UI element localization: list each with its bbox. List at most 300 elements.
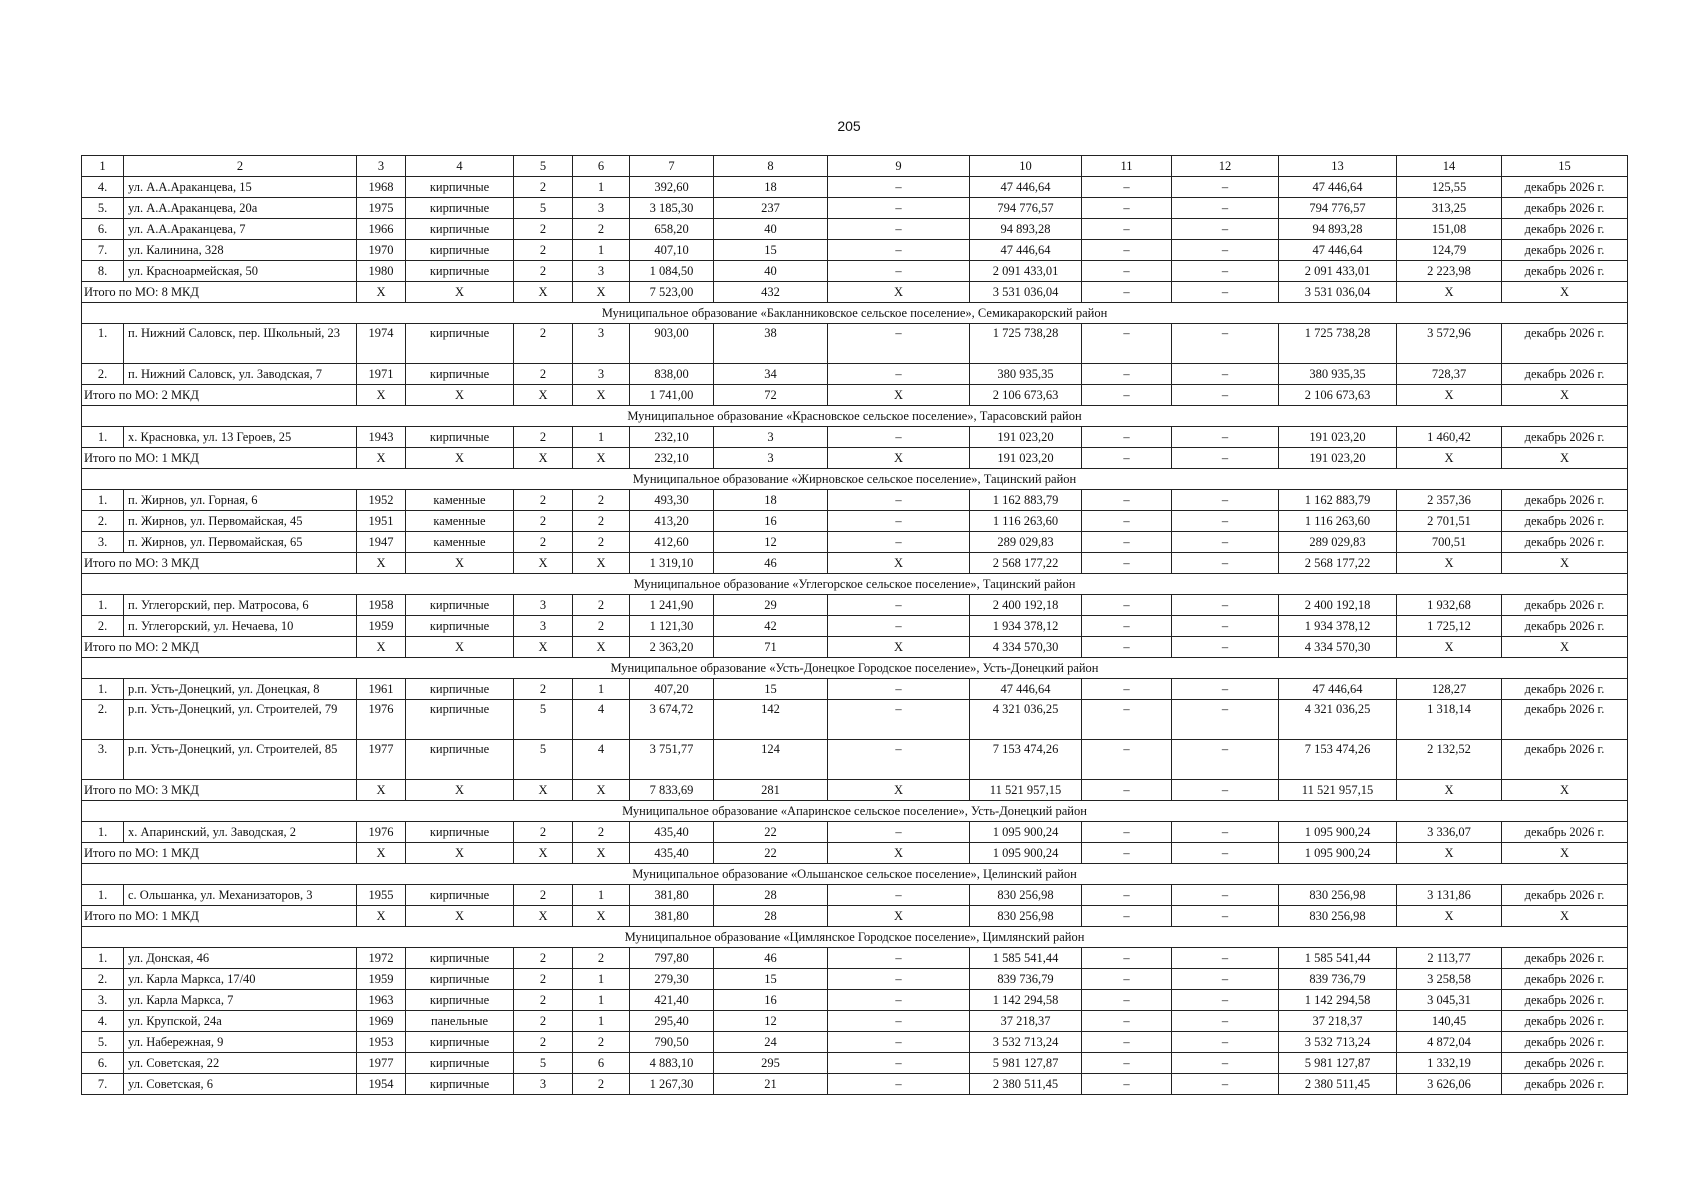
completion-date: декабрь 2026 г. bbox=[1502, 885, 1628, 906]
cost-fund: 7 153 474,26 bbox=[1279, 740, 1397, 780]
floors: 3 bbox=[514, 595, 573, 616]
address: ул. Калинина, 328 bbox=[124, 240, 357, 261]
total-cost-per-sqm: X bbox=[1397, 637, 1502, 658]
build-year: 1961 bbox=[357, 679, 406, 700]
cost-per-sqm: 313,25 bbox=[1397, 198, 1502, 219]
completion-date: декабрь 2026 г. bbox=[1502, 700, 1628, 740]
build-year: 1974 bbox=[357, 324, 406, 364]
total-area: 407,20 bbox=[630, 679, 714, 700]
cost-per-sqm: 140,45 bbox=[1397, 1011, 1502, 1032]
row-index: 1. bbox=[82, 948, 124, 969]
col-9-value: – bbox=[828, 885, 970, 906]
total-col-9-value: X bbox=[828, 637, 970, 658]
cost-fund: 4 321 036,25 bbox=[1279, 700, 1397, 740]
residents: 34 bbox=[714, 364, 828, 385]
completion-date: декабрь 2026 г. bbox=[1502, 198, 1628, 219]
total-col-12-value: – bbox=[1172, 448, 1279, 469]
col-9-value: – bbox=[828, 1053, 970, 1074]
total-entrances: X bbox=[573, 780, 630, 801]
cost-per-sqm: 124,79 bbox=[1397, 240, 1502, 261]
total-area: 413,20 bbox=[630, 511, 714, 532]
page-number: 205 bbox=[837, 118, 861, 134]
address: ул. Советская, 6 bbox=[124, 1074, 357, 1095]
col-11-value: – bbox=[1082, 990, 1172, 1011]
col-11-value: – bbox=[1082, 740, 1172, 780]
total-total-area: 435,40 bbox=[630, 843, 714, 864]
total-floors: X bbox=[514, 385, 573, 406]
table-row bbox=[82, 616, 1628, 637]
wall-material: кирпичные bbox=[406, 1053, 514, 1074]
build-year: 1971 bbox=[357, 364, 406, 385]
total-area: 1 267,30 bbox=[630, 1074, 714, 1095]
address: п. Нижний Саловск, ул. Заводская, 7 bbox=[124, 364, 357, 385]
total-area: 232,10 bbox=[630, 427, 714, 448]
total-cost-total: 1 095 900,24 bbox=[970, 843, 1082, 864]
total-cost-total: 830 256,98 bbox=[970, 906, 1082, 927]
total-cost-total: 191 023,20 bbox=[970, 448, 1082, 469]
total-build-year: X bbox=[357, 780, 406, 801]
build-year: 1952 bbox=[357, 490, 406, 511]
wall-material: кирпичные bbox=[406, 948, 514, 969]
col-11-value: – bbox=[1082, 969, 1172, 990]
residents: 15 bbox=[714, 240, 828, 261]
total-total-area: 1 319,10 bbox=[630, 553, 714, 574]
total-area: 658,20 bbox=[630, 219, 714, 240]
section-row bbox=[82, 801, 1628, 822]
wall-material: кирпичные bbox=[406, 219, 514, 240]
residents: 295 bbox=[714, 1053, 828, 1074]
column-number: 15 bbox=[1502, 156, 1628, 177]
column-number: 3 bbox=[357, 156, 406, 177]
total-cost-total: 2 568 177,22 bbox=[970, 553, 1082, 574]
section-row bbox=[82, 864, 1628, 885]
entrances: 1 bbox=[573, 990, 630, 1011]
cost-total: 3 532 713,24 bbox=[970, 1032, 1082, 1053]
total-col-9-value: X bbox=[828, 385, 970, 406]
col-12-value: – bbox=[1172, 511, 1279, 532]
total-cost-per-sqm: X bbox=[1397, 448, 1502, 469]
col-12-value: – bbox=[1172, 595, 1279, 616]
cost-per-sqm: 128,27 bbox=[1397, 679, 1502, 700]
total-area: 3 674,72 bbox=[630, 700, 714, 740]
address: х. Апаринский, ул. Заводская, 2 bbox=[124, 822, 357, 843]
column-number: 4 bbox=[406, 156, 514, 177]
col-11-value: – bbox=[1082, 1074, 1172, 1095]
total-floors: X bbox=[514, 780, 573, 801]
row-index: 2. bbox=[82, 511, 124, 532]
completion-date: декабрь 2026 г. bbox=[1502, 990, 1628, 1011]
section-row bbox=[82, 303, 1628, 324]
cost-per-sqm: 1 318,14 bbox=[1397, 700, 1502, 740]
col-12-value: – bbox=[1172, 532, 1279, 553]
cost-fund: 37 218,37 bbox=[1279, 1011, 1397, 1032]
cost-fund: 1 934 378,12 bbox=[1279, 616, 1397, 637]
completion-date: декабрь 2026 г. bbox=[1502, 324, 1628, 364]
residents: 237 bbox=[714, 198, 828, 219]
total-area: 381,80 bbox=[630, 885, 714, 906]
total-cost-per-sqm: X bbox=[1397, 780, 1502, 801]
table-row bbox=[82, 490, 1628, 511]
cost-fund: 1 585 541,44 bbox=[1279, 948, 1397, 969]
total-floors: X bbox=[514, 843, 573, 864]
total-cost-fund: 4 334 570,30 bbox=[1279, 637, 1397, 658]
completion-date: декабрь 2026 г. bbox=[1502, 595, 1628, 616]
residents: 12 bbox=[714, 1011, 828, 1032]
floors: 2 bbox=[514, 490, 573, 511]
wall-material: кирпичные bbox=[406, 885, 514, 906]
total-area: 1 241,90 bbox=[630, 595, 714, 616]
total-residents: 281 bbox=[714, 780, 828, 801]
wall-material: кирпичные bbox=[406, 240, 514, 261]
cost-total: 1 934 378,12 bbox=[970, 616, 1082, 637]
column-number-row bbox=[82, 156, 1628, 177]
total-wall-material: X bbox=[406, 843, 514, 864]
col-11-value: – bbox=[1082, 885, 1172, 906]
cost-per-sqm: 3 336,07 bbox=[1397, 822, 1502, 843]
cost-per-sqm: 2 357,36 bbox=[1397, 490, 1502, 511]
row-index: 4. bbox=[82, 1011, 124, 1032]
cost-fund: 2 380 511,45 bbox=[1279, 1074, 1397, 1095]
cost-total: 830 256,98 bbox=[970, 885, 1082, 906]
col-9-value: – bbox=[828, 532, 970, 553]
col-9-value: – bbox=[828, 740, 970, 780]
cost-fund: 1 142 294,58 bbox=[1279, 990, 1397, 1011]
total-area: 3 751,77 bbox=[630, 740, 714, 780]
col-12-value: – bbox=[1172, 948, 1279, 969]
entrances: 2 bbox=[573, 1074, 630, 1095]
section-row bbox=[82, 658, 1628, 679]
total-area: 903,00 bbox=[630, 324, 714, 364]
total-cost-total: 11 521 957,15 bbox=[970, 780, 1082, 801]
total-col-9-value: X bbox=[828, 906, 970, 927]
table-row bbox=[82, 511, 1628, 532]
wall-material: каменные bbox=[406, 490, 514, 511]
col-9-value: – bbox=[828, 990, 970, 1011]
total-completion-date: X bbox=[1502, 637, 1628, 658]
col-11-value: – bbox=[1082, 532, 1172, 553]
build-year: 1969 bbox=[357, 1011, 406, 1032]
total-col-9-value: X bbox=[828, 448, 970, 469]
entrances: 2 bbox=[573, 490, 630, 511]
row-index: 6. bbox=[82, 219, 124, 240]
residents: 46 bbox=[714, 948, 828, 969]
col-11-value: – bbox=[1082, 822, 1172, 843]
entrances: 3 bbox=[573, 364, 630, 385]
cost-per-sqm: 1 932,68 bbox=[1397, 595, 1502, 616]
col-11-value: – bbox=[1082, 240, 1172, 261]
col-12-value: – bbox=[1172, 700, 1279, 740]
total-cost-fund: 191 023,20 bbox=[1279, 448, 1397, 469]
total-col-9-value: X bbox=[828, 282, 970, 303]
wall-material: кирпичные bbox=[406, 1074, 514, 1095]
total-total-area: 7 523,00 bbox=[630, 282, 714, 303]
total-entrances: X bbox=[573, 637, 630, 658]
column-number: 1 bbox=[82, 156, 124, 177]
total-cost-per-sqm: X bbox=[1397, 553, 1502, 574]
col-11-value: – bbox=[1082, 511, 1172, 532]
total-col-11-value: – bbox=[1082, 843, 1172, 864]
total-area: 421,40 bbox=[630, 990, 714, 1011]
col-9-value: – bbox=[828, 700, 970, 740]
cost-per-sqm: 151,08 bbox=[1397, 219, 1502, 240]
completion-date: декабрь 2026 г. bbox=[1502, 177, 1628, 198]
row-index: 1. bbox=[82, 885, 124, 906]
floors: 2 bbox=[514, 324, 573, 364]
cost-total: 380 935,35 bbox=[970, 364, 1082, 385]
build-year: 1975 bbox=[357, 198, 406, 219]
residents: 21 bbox=[714, 1074, 828, 1095]
wall-material: кирпичные bbox=[406, 822, 514, 843]
col-9-value: – bbox=[828, 177, 970, 198]
address: п. Углегорский, ул. Нечаева, 10 bbox=[124, 616, 357, 637]
col-9-value: – bbox=[828, 511, 970, 532]
total-cost-fund: 1 095 900,24 bbox=[1279, 843, 1397, 864]
row-index: 1. bbox=[82, 427, 124, 448]
table-row bbox=[82, 822, 1628, 843]
col-12-value: – bbox=[1172, 616, 1279, 637]
col-9-value: – bbox=[828, 427, 970, 448]
floors: 2 bbox=[514, 532, 573, 553]
total-total-area: 232,10 bbox=[630, 448, 714, 469]
col-12-value: – bbox=[1172, 427, 1279, 448]
col-11-value: – bbox=[1082, 700, 1172, 740]
col-12-value: – bbox=[1172, 219, 1279, 240]
col-9-value: – bbox=[828, 1032, 970, 1053]
total-area: 392,60 bbox=[630, 177, 714, 198]
row-index: 7. bbox=[82, 240, 124, 261]
col-12-value: – bbox=[1172, 1032, 1279, 1053]
wall-material: кирпичные bbox=[406, 324, 514, 364]
entrances: 2 bbox=[573, 511, 630, 532]
row-index: 5. bbox=[82, 198, 124, 219]
total-area: 838,00 bbox=[630, 364, 714, 385]
wall-material: кирпичные bbox=[406, 616, 514, 637]
entrances: 6 bbox=[573, 1053, 630, 1074]
entrances: 1 bbox=[573, 679, 630, 700]
entrances: 1 bbox=[573, 1011, 630, 1032]
total-wall-material: X bbox=[406, 906, 514, 927]
row-index: 6. bbox=[82, 1053, 124, 1074]
col-9-value: – bbox=[828, 969, 970, 990]
cost-total: 191 023,20 bbox=[970, 427, 1082, 448]
cost-fund: 1 725 738,28 bbox=[1279, 324, 1397, 364]
address: п. Жирнов, ул. Первомайская, 45 bbox=[124, 511, 357, 532]
total-label: Итого по МО: 3 МКД bbox=[82, 553, 357, 574]
table-row bbox=[82, 679, 1628, 700]
build-year: 1966 bbox=[357, 219, 406, 240]
completion-date: декабрь 2026 г. bbox=[1502, 511, 1628, 532]
total-row bbox=[82, 780, 1628, 801]
floors: 5 bbox=[514, 1053, 573, 1074]
residents: 12 bbox=[714, 532, 828, 553]
cost-per-sqm: 728,37 bbox=[1397, 364, 1502, 385]
cost-fund: 1 116 263,60 bbox=[1279, 511, 1397, 532]
entrances: 1 bbox=[573, 177, 630, 198]
section-title: Муниципальное образование «Ольшанское сельское поселение», Целинский район bbox=[82, 864, 1628, 885]
entrances: 3 bbox=[573, 324, 630, 364]
section-row bbox=[82, 406, 1628, 427]
build-year: 1980 bbox=[357, 261, 406, 282]
floors: 2 bbox=[514, 948, 573, 969]
entrances: 2 bbox=[573, 616, 630, 637]
cost-fund: 1 162 883,79 bbox=[1279, 490, 1397, 511]
entrances: 1 bbox=[573, 427, 630, 448]
total-residents: 71 bbox=[714, 637, 828, 658]
col-11-value: – bbox=[1082, 324, 1172, 364]
cost-total: 289 029,83 bbox=[970, 532, 1082, 553]
row-index: 2. bbox=[82, 364, 124, 385]
residents: 22 bbox=[714, 822, 828, 843]
address: п. Жирнов, ул. Первомайская, 65 bbox=[124, 532, 357, 553]
total-completion-date: X bbox=[1502, 906, 1628, 927]
total-build-year: X bbox=[357, 553, 406, 574]
total-col-11-value: – bbox=[1082, 553, 1172, 574]
total-row bbox=[82, 637, 1628, 658]
floors: 5 bbox=[514, 198, 573, 219]
table-row bbox=[82, 1011, 1628, 1032]
total-cost-per-sqm: X bbox=[1397, 843, 1502, 864]
wall-material: кирпичные bbox=[406, 595, 514, 616]
column-number: 14 bbox=[1397, 156, 1502, 177]
col-11-value: – bbox=[1082, 679, 1172, 700]
col-11-value: – bbox=[1082, 948, 1172, 969]
cost-per-sqm: 3 045,31 bbox=[1397, 990, 1502, 1011]
col-9-value: – bbox=[828, 948, 970, 969]
floors: 2 bbox=[514, 990, 573, 1011]
total-build-year: X bbox=[357, 385, 406, 406]
col-12-value: – bbox=[1172, 324, 1279, 364]
table-row bbox=[82, 324, 1628, 364]
row-index: 3. bbox=[82, 532, 124, 553]
total-total-area: 7 833,69 bbox=[630, 780, 714, 801]
table-row bbox=[82, 1053, 1628, 1074]
build-year: 1958 bbox=[357, 595, 406, 616]
wall-material: каменные bbox=[406, 511, 514, 532]
entrances: 1 bbox=[573, 969, 630, 990]
column-number: 10 bbox=[970, 156, 1082, 177]
col-12-value: – bbox=[1172, 1074, 1279, 1095]
total-col-12-value: – bbox=[1172, 906, 1279, 927]
floors: 5 bbox=[514, 700, 573, 740]
total-floors: X bbox=[514, 906, 573, 927]
floors: 2 bbox=[514, 1011, 573, 1032]
total-row bbox=[82, 553, 1628, 574]
table-row bbox=[82, 240, 1628, 261]
cost-total: 7 153 474,26 bbox=[970, 740, 1082, 780]
table-row bbox=[82, 1074, 1628, 1095]
total-row bbox=[82, 385, 1628, 406]
cost-total: 47 446,64 bbox=[970, 240, 1082, 261]
cost-total: 1 142 294,58 bbox=[970, 990, 1082, 1011]
total-build-year: X bbox=[357, 843, 406, 864]
table-row bbox=[82, 532, 1628, 553]
table-row bbox=[82, 261, 1628, 282]
total-col-11-value: – bbox=[1082, 385, 1172, 406]
col-9-value: – bbox=[828, 198, 970, 219]
total-completion-date: X bbox=[1502, 780, 1628, 801]
row-index: 3. bbox=[82, 990, 124, 1011]
total-wall-material: X bbox=[406, 385, 514, 406]
column-number: 11 bbox=[1082, 156, 1172, 177]
total-entrances: X bbox=[573, 385, 630, 406]
cost-per-sqm: 2 223,98 bbox=[1397, 261, 1502, 282]
completion-date: декабрь 2026 г. bbox=[1502, 1053, 1628, 1074]
col-9-value: – bbox=[828, 364, 970, 385]
build-year: 1955 bbox=[357, 885, 406, 906]
section-title: Муниципальное образование «Углегорское сельское поселение», Тацинский район bbox=[82, 574, 1628, 595]
total-total-area: 381,80 bbox=[630, 906, 714, 927]
total-col-11-value: – bbox=[1082, 448, 1172, 469]
total-area: 295,40 bbox=[630, 1011, 714, 1032]
total-col-11-value: – bbox=[1082, 780, 1172, 801]
cost-fund: 1 095 900,24 bbox=[1279, 822, 1397, 843]
completion-date: декабрь 2026 г. bbox=[1502, 490, 1628, 511]
residents: 16 bbox=[714, 990, 828, 1011]
cost-fund: 289 029,83 bbox=[1279, 532, 1397, 553]
build-year: 1970 bbox=[357, 240, 406, 261]
total-entrances: X bbox=[573, 906, 630, 927]
total-entrances: X bbox=[573, 843, 630, 864]
section-title: Муниципальное образование «Цимлянское Городское поселение», Цимлянский район bbox=[82, 927, 1628, 948]
total-col-12-value: – bbox=[1172, 780, 1279, 801]
entrances: 2 bbox=[573, 219, 630, 240]
table-row bbox=[82, 948, 1628, 969]
total-completion-date: X bbox=[1502, 448, 1628, 469]
cost-total: 1 162 883,79 bbox=[970, 490, 1082, 511]
cost-total: 2 380 511,45 bbox=[970, 1074, 1082, 1095]
build-year: 1947 bbox=[357, 532, 406, 553]
completion-date: декабрь 2026 г. bbox=[1502, 948, 1628, 969]
col-11-value: – bbox=[1082, 219, 1172, 240]
cost-per-sqm: 3 626,06 bbox=[1397, 1074, 1502, 1095]
residents: 24 bbox=[714, 1032, 828, 1053]
residents: 29 bbox=[714, 595, 828, 616]
total-col-12-value: – bbox=[1172, 637, 1279, 658]
total-completion-date: X bbox=[1502, 385, 1628, 406]
total-cost-total: 3 531 036,04 bbox=[970, 282, 1082, 303]
col-12-value: – bbox=[1172, 885, 1279, 906]
wall-material: кирпичные bbox=[406, 740, 514, 780]
row-index: 2. bbox=[82, 969, 124, 990]
wall-material: кирпичные bbox=[406, 990, 514, 1011]
cost-fund: 794 776,57 bbox=[1279, 198, 1397, 219]
wall-material: кирпичные bbox=[406, 198, 514, 219]
section-row bbox=[82, 574, 1628, 595]
total-residents: 22 bbox=[714, 843, 828, 864]
cost-fund: 380 935,35 bbox=[1279, 364, 1397, 385]
column-number: 12 bbox=[1172, 156, 1279, 177]
floors: 2 bbox=[514, 511, 573, 532]
total-area: 407,10 bbox=[630, 240, 714, 261]
total-completion-date: X bbox=[1502, 553, 1628, 574]
cost-per-sqm: 1 460,42 bbox=[1397, 427, 1502, 448]
table-row bbox=[82, 740, 1628, 780]
cost-per-sqm: 2 701,51 bbox=[1397, 511, 1502, 532]
completion-date: декабрь 2026 г. bbox=[1502, 679, 1628, 700]
total-label: Итого по МО: 8 МКД bbox=[82, 282, 357, 303]
address: ул. Советская, 22 bbox=[124, 1053, 357, 1074]
cost-total: 1 116 263,60 bbox=[970, 511, 1082, 532]
address: р.п. Усть-Донецкий, ул. Донецкая, 8 bbox=[124, 679, 357, 700]
table-row bbox=[82, 177, 1628, 198]
address: п. Жирнов, ул. Горная, 6 bbox=[124, 490, 357, 511]
total-floors: X bbox=[514, 553, 573, 574]
cost-total: 2 400 192,18 bbox=[970, 595, 1082, 616]
total-label: Итого по МО: 1 МКД bbox=[82, 843, 357, 864]
cost-per-sqm: 700,51 bbox=[1397, 532, 1502, 553]
cost-total: 1 585 541,44 bbox=[970, 948, 1082, 969]
address: ул. А.А.Араканцева, 15 bbox=[124, 177, 357, 198]
